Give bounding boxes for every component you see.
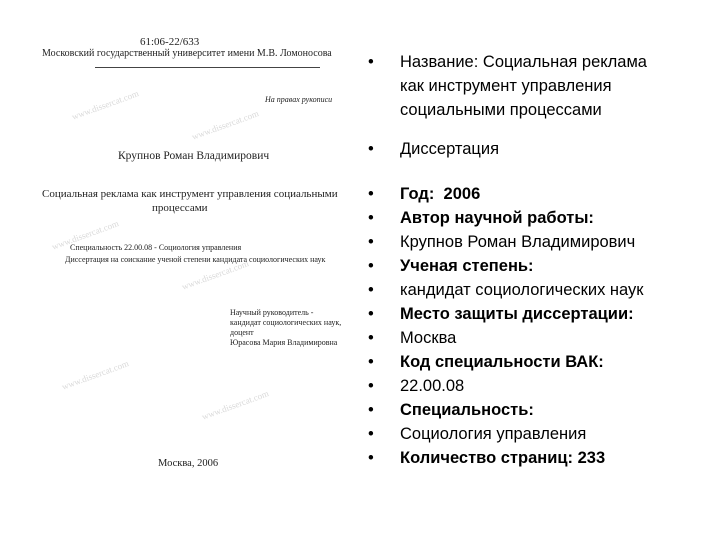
bullet: • [368, 305, 374, 323]
title-value: социальными процессами [400, 101, 602, 119]
place-value: Москва [400, 329, 457, 347]
specialty-label: Специальность: [400, 401, 534, 419]
bullet: • [368, 377, 374, 395]
watermark: www.dissercat.com [60, 358, 130, 392]
scan-title-line2: процессами [152, 202, 208, 214]
bullet: • [368, 257, 374, 275]
watermark: www.dissercat.com [50, 218, 120, 252]
scan-degree: Диссертация на соискание ученой степени кандидата социологических наук [65, 255, 326, 264]
bullet: • [368, 329, 374, 347]
scan-organization: Московский государственный университет имени М.В. Ломоносова [42, 48, 332, 59]
degree-value: кандидат социологических наук [400, 281, 644, 299]
year-value: 2006 [443, 185, 481, 203]
watermark: www.dissercat.com [190, 108, 260, 142]
bullet: • [368, 353, 374, 371]
scan-city-year: Москва, 2006 [158, 458, 219, 469]
pages-value: 233 [577, 449, 606, 467]
scan-supervisor-line: Юрасова Мария Владимировна [230, 338, 338, 347]
watermark: www.dissercat.com [200, 388, 270, 422]
title-value: как инструмент управления [400, 77, 612, 95]
bullet: • [368, 281, 374, 299]
scan-rights: На правах рукописи [265, 95, 333, 104]
scanned-title-page [30, 30, 350, 500]
pages-label: Количество страниц: [400, 449, 574, 467]
degree-label: Ученая степень: [400, 257, 534, 275]
bullet: • [368, 140, 374, 158]
title-label: Название: [400, 53, 479, 71]
scan-divider [95, 67, 320, 68]
scan-code: 61:06-22/633 [140, 36, 200, 48]
code-value: 22.00.08 [400, 377, 465, 395]
bullet: • [368, 233, 374, 251]
scan-title-line1: Социальная реклама как инструмент управления социальными [42, 188, 338, 200]
bullet: • [368, 401, 374, 419]
watermark: www.dissercat.com [180, 258, 250, 292]
scan-supervisor-line: Научный руководитель - [230, 308, 314, 317]
scan-supervisor-line: кандидат социологических наук, [230, 318, 342, 327]
author-value: Крупнов Роман Владимирович [400, 233, 636, 251]
year-label: Год: [400, 185, 435, 203]
author-label: Автор научной работы: [400, 209, 594, 227]
scan-author: Крупнов Роман Владимирович [118, 150, 270, 162]
bullet: • [368, 185, 374, 203]
bullet: • [368, 209, 374, 227]
specialty-value: Социология управления [400, 425, 587, 443]
document-type: Диссертация [400, 140, 500, 158]
title-value: Социальная реклама [482, 53, 647, 71]
bullet: • [368, 425, 374, 443]
place-label: Место защиты диссертации: [400, 305, 634, 323]
scan-supervisor-line: доцент [230, 328, 254, 337]
watermark: www.dissercat.com [70, 88, 140, 122]
code-label: Код специальности ВАК: [400, 353, 604, 371]
scan-specialty: Специальность 22.00.08 - Социология управления [70, 243, 242, 252]
bullet: • [368, 449, 374, 467]
bullet: • [368, 53, 374, 71]
